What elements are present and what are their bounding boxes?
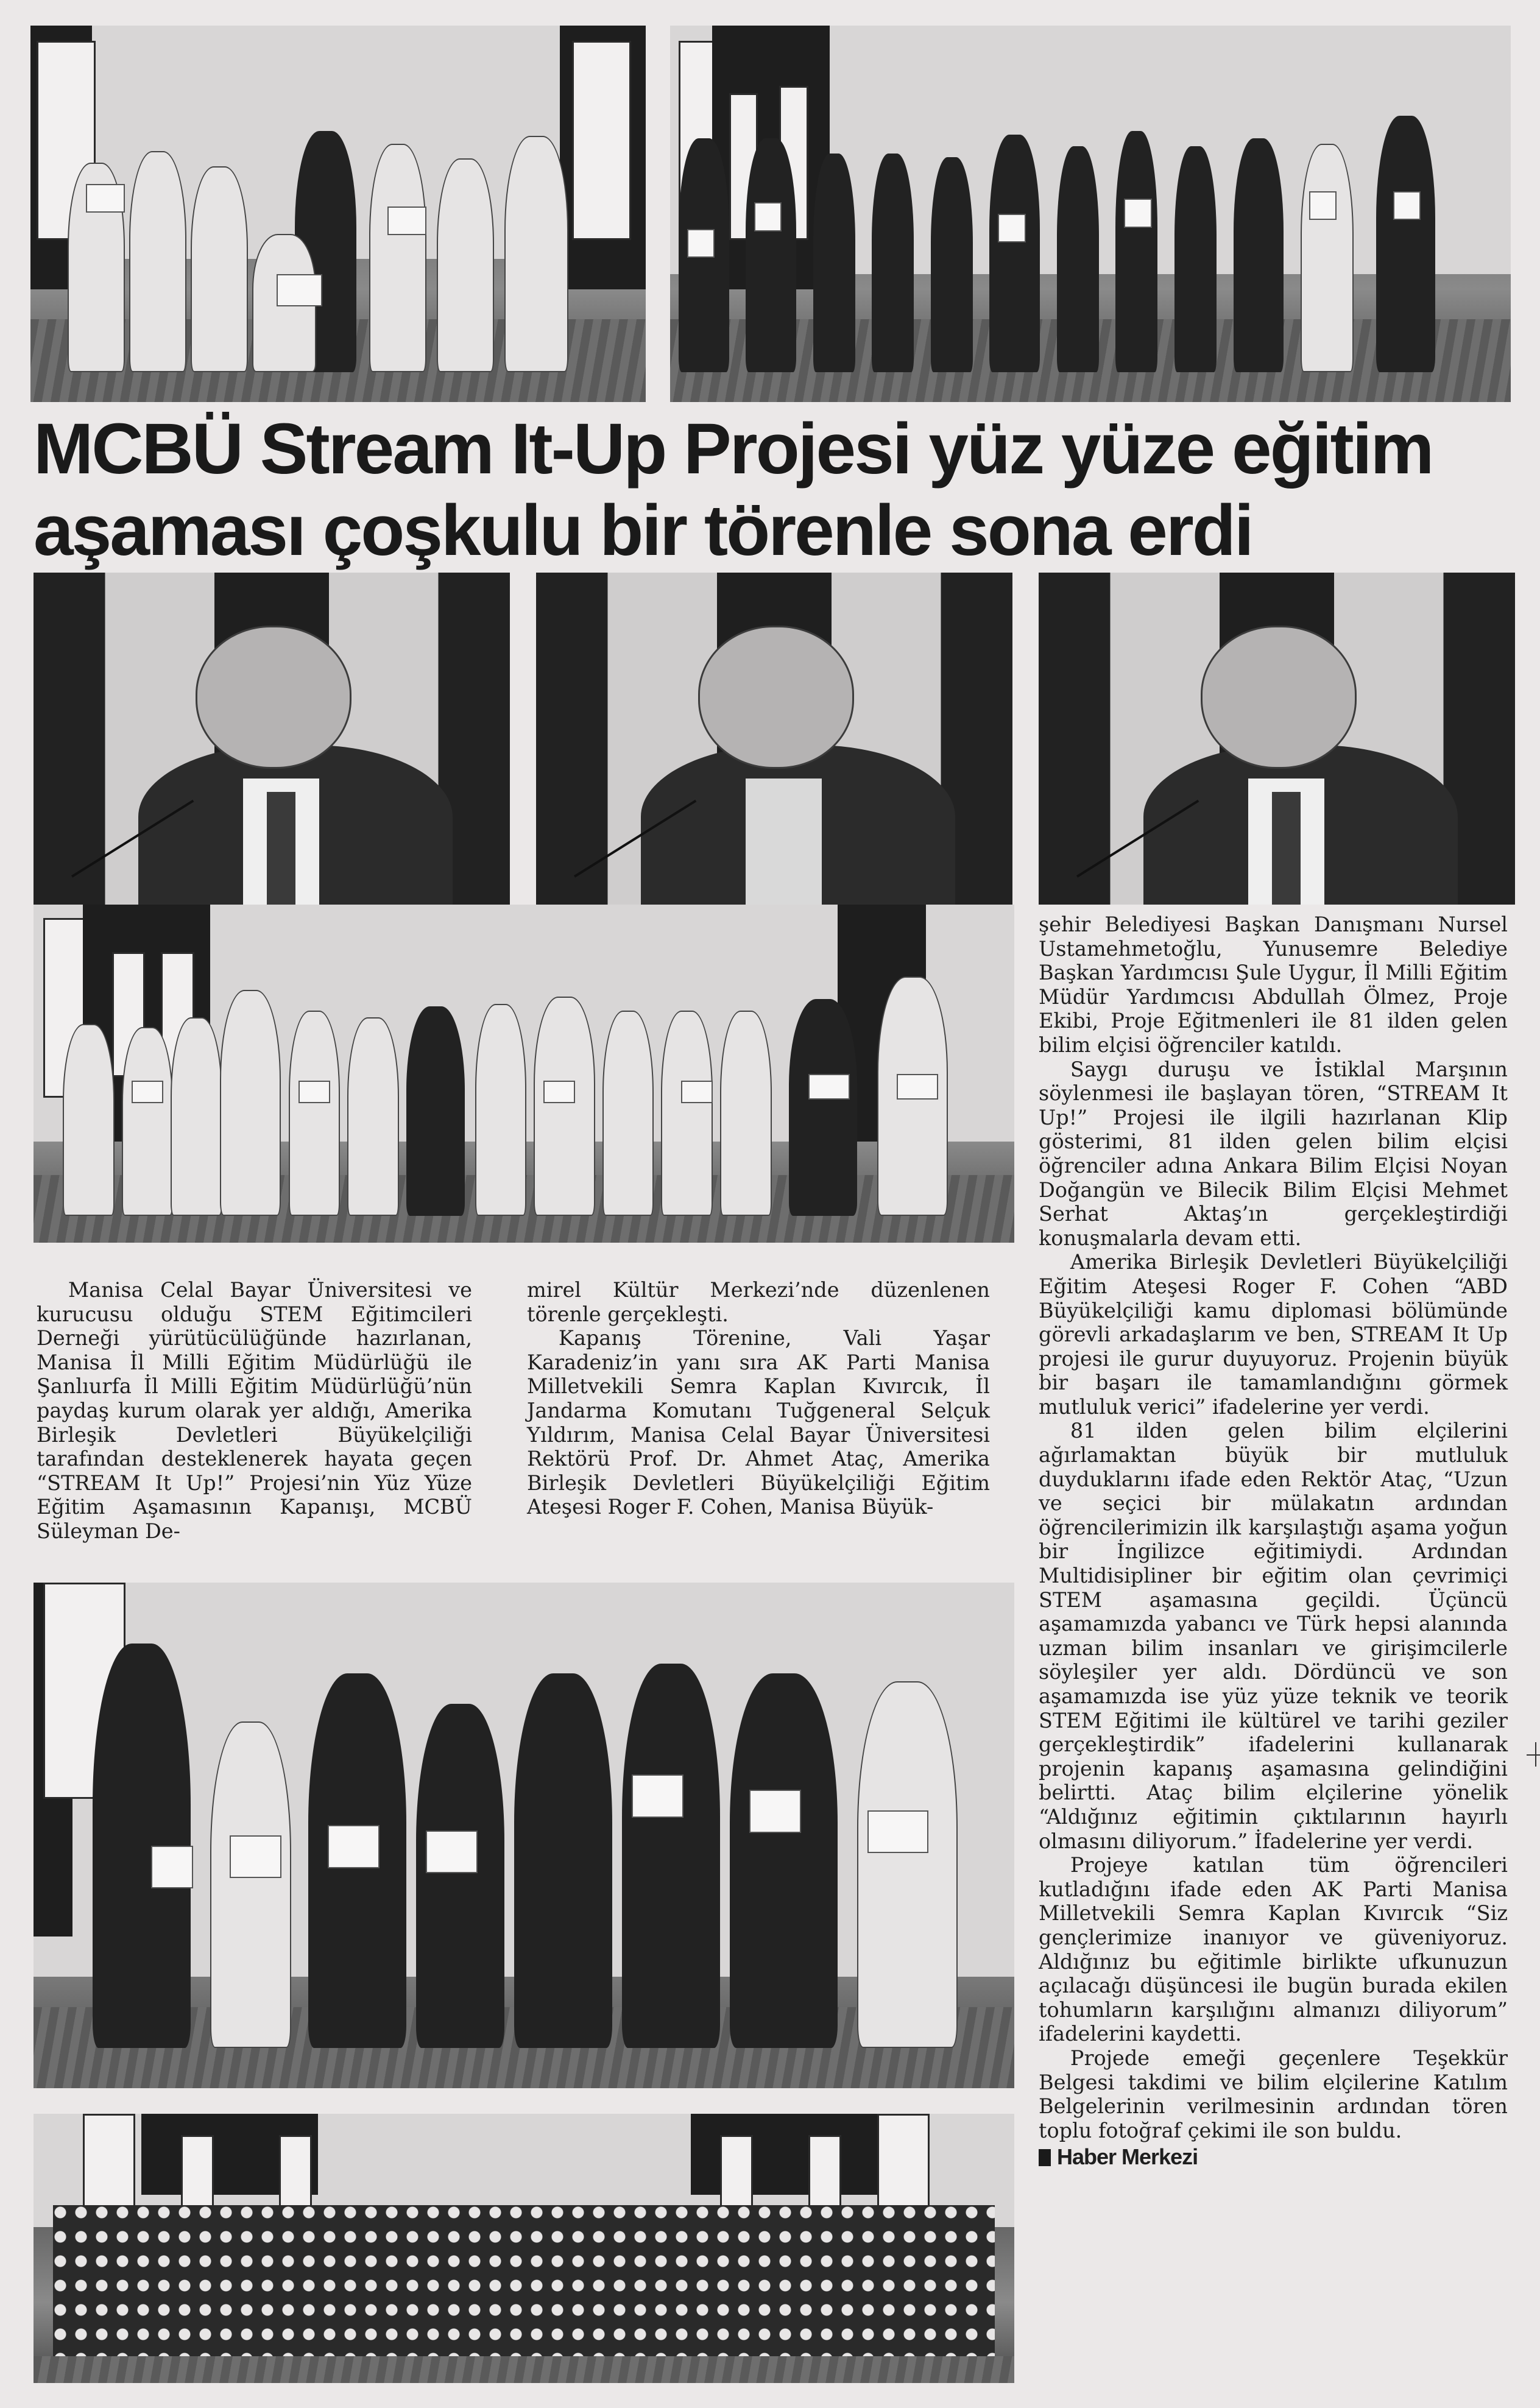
photo-speaker-woman (536, 573, 1012, 905)
photo-speaker-attache (1039, 573, 1515, 905)
article-paragraph: Manisa Celal Bayar Üniversitesi ve kurucusu olduğu STEM Eğitimcileri Derneği yürütücülüğünde hazırlanan, Manisa İl Milli Eğitim Müdürlüğü ile Şanlıurfa İl Milli Eğitim Müdürlüğü’nün paydaş kurum olarak yer aldığı, Amerika Birleşik Devletleri Büyükelçiliği tarafından desteklenerek hayata geçen “STREAM It Up!” Projesi’nin Yüz Yüze Eğitim Aşamasının Kapanışı, MCBÜ Süleyman De- (37, 1278, 472, 1543)
article-paragraph: Projede emeği geçenlere Teşekkür Belgesi takdimi ve bilim elçilerine Katılım Belgelerinin verilmesinin ardından tören toplu fotoğraf çekimi ile son buldu. (1039, 2046, 1508, 2142)
byline (1039, 2145, 1508, 2169)
crop-mark (1535, 1742, 1536, 1767)
photo-project-team-with-certificates (34, 1583, 1014, 2088)
headline-line-2: aşaması çoşkulu bir törenle sona erdi (34, 490, 1252, 571)
photo-speaker-rector (34, 573, 510, 905)
headline-line-1: MCBÜ Stream It-Up Projesi yüz yüze eğitim (34, 409, 1433, 489)
article-paragraph: Projeye katılan tüm öğrencileri kutladığını ifade eden AK Parti Manisa Milletvekili Semra Kaplan Kıvırcık “Siz gençlerimize inanıyor ve güveniyoruz. Aldığınız bu eğitimle birlikte ufkunuzun açılacağı düşüncesi ile bugün burada ekilen tohumların karşılığını almanızı diliyorum” ifadelerini kaydetti. (1039, 1853, 1508, 2046)
byline-text: Haber Merkezi (1057, 2144, 1198, 2170)
crop-mark (1527, 1754, 1540, 1756)
article-column-3 (1039, 913, 1508, 2169)
photo-students-with-governor (34, 905, 1014, 1243)
article-paragraph: 81 ilden gelen bilim elçilerini ağırlamaktan büyük bir mutluluk duyduklarını ifade eden Rektör Ataç, “Uzun ve seçici bir mülakatın ardından öğrencilerimizin ilk karşılaştığı aşama yoğun bir İngilizce eğitimiydi. Ardından Multidisipliner bir eğitim olan çevrimiçi STEM aşamasına geçildi. Üçüncü aşamamızda yabancı ve Türk hepsi alanında uzman bilim insanları ve girişimcilerle söyleşiler yer aldı. Dördüncü ve son aşamamızda ise yüz yüze teknik ve teorik STEM Eğitimi ile kültürel ve tarihi geziler gerçekleştirdik” ifadelerini kullanarak projenin kapanış aşamasına gelindiğini belirtti. Ataç bilim elçilerine yönelik “Aldığınız eğitimin çıktılarının hayırlı olmasını diliyorum.” İfadelerine yer verdi. (1039, 1419, 1508, 1853)
photo-students-group-with-official (30, 26, 646, 402)
article-column-2 (527, 1278, 990, 1519)
byline-square-icon (1039, 2149, 1051, 2166)
article-paragraph: Kapanış Törenine, Vali Yaşar Karadeniz’in yanı sıra AK Parti Manisa Milletvekili Semra Kaplan Kıvırcık, İl Jandarma Komutanı Tuğgeneral Selçuk Yıldırım, Manisa Celal Bayar Üniversitesi Rektörü Prof. Dr. Ahmet Ataç, Amerika Birleşik Devletleri Büyükelçiliği Eğitim Ateşesi Roger F. Cohen, Manisa Büyük- (527, 1326, 990, 1519)
photo-officials-with-certificates (670, 26, 1511, 402)
photo-all-participants-group (34, 2114, 1014, 2383)
article-paragraph: şehir Belediyesi Başkan Danışmanı Nursel Ustamehmetoğlu, Yunusemre Belediye Başkan Yardımcısı Şule Uygur, İl Milli Eğitim Müdür Yardımcısı Abdullah Ölmez, Proje Ekibi, Proje Eğitmenleri ile 81 ilden gelen bilim elçisi öğrenciler katıldı. (1039, 913, 1508, 1057)
article-paragraph: Amerika Birleşik Devletleri Büyükelçiliği Eğitim Ateşesi Roger F. Cohen “ABD Büyükelçiliği kamu diplomasi bölümünde görevli arkadaşlarım ve ben, STREAM It Up projesi ile gurur duyuyoruz. Projenin büyük bir başarı ile tamamlandığını görmek mutluluk verici” ifadelerine yer verdi. (1039, 1250, 1508, 1419)
article-column-1 (37, 1278, 472, 1544)
article-paragraph: mirel Kültür Merkezi’nde düzenlenen törenle gerçekleşti. (527, 1278, 990, 1326)
article-paragraph: Saygı duruşu ve İstiklal Marşının söylenmesi ile başlayan tören, “STREAM It Up!” Projesi ile ilgili hazırlanan Klip gösterimi, 81 ilden gelen bilim elçisi öğrenciler adına Ankara Bilim Elçisi Noyan Doğangün ve Bilecik Bilim Elçisi Mehmet Serhat Aktaş’ın gerçekleştirdiği konuşmalarla devam etti. (1039, 1057, 1508, 1250)
